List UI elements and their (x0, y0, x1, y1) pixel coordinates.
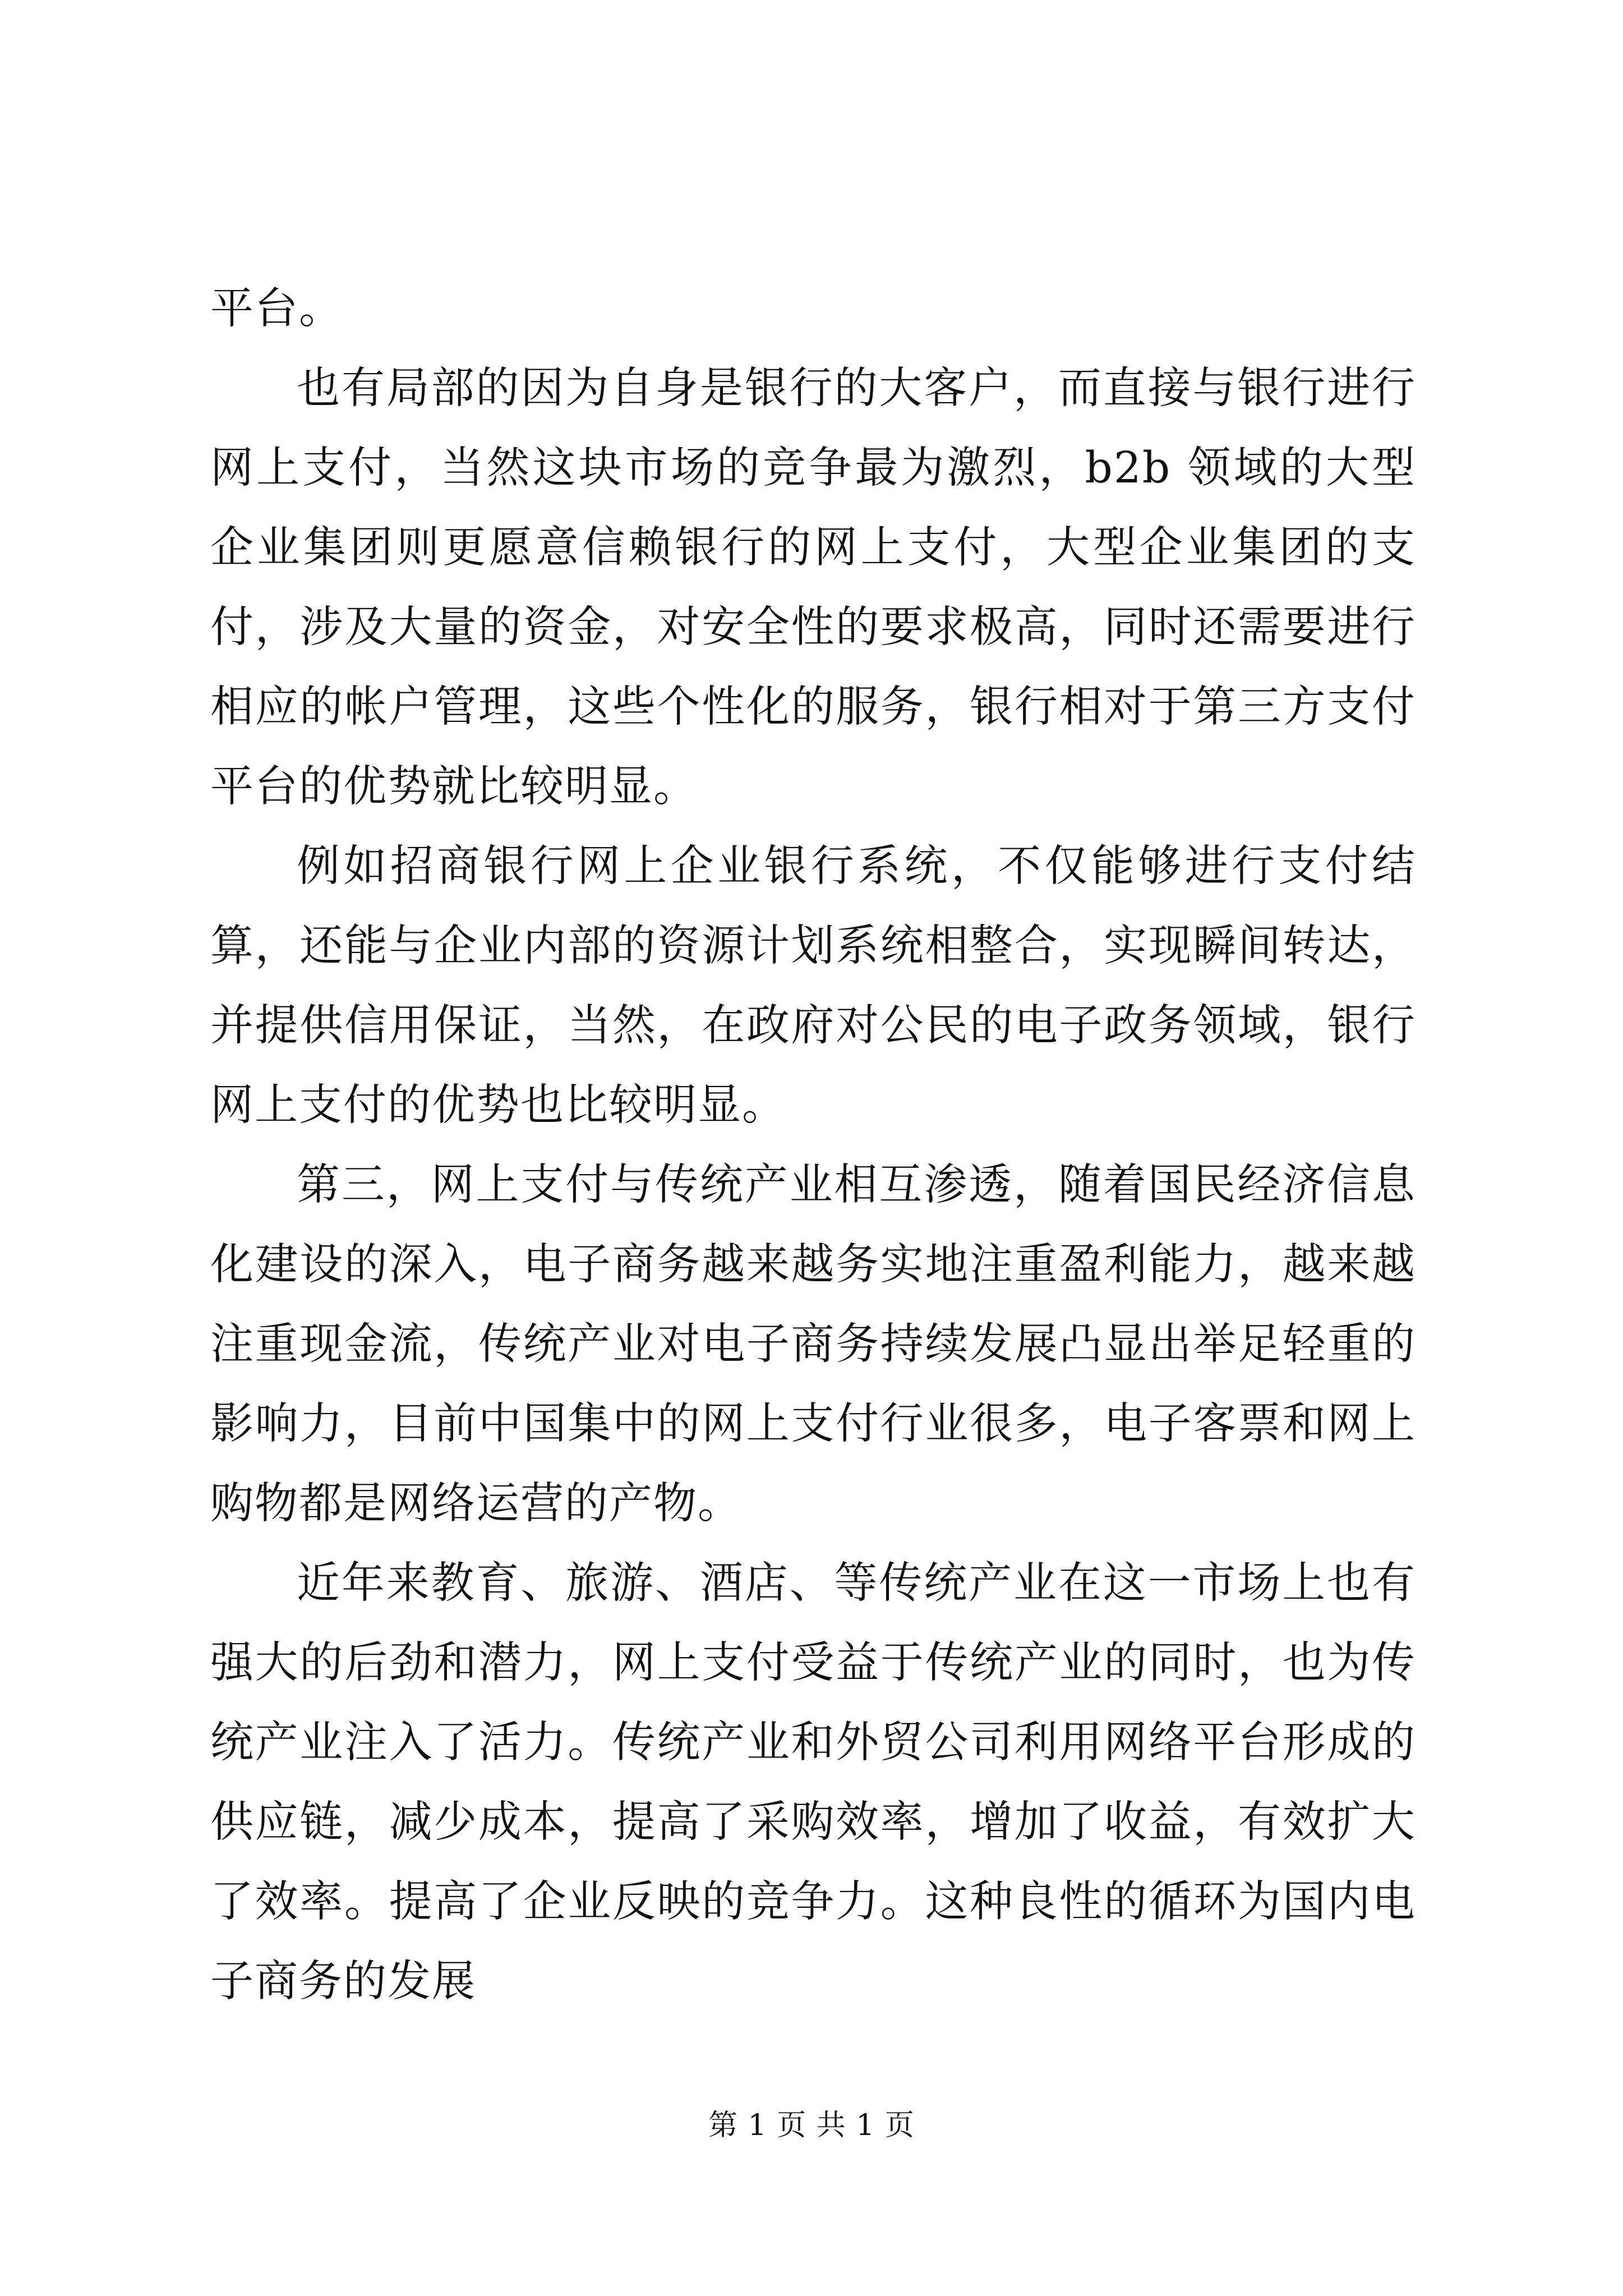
page-footer: 第 1 页 共 1 页 (708, 2109, 915, 2142)
paragraph-1: 平台。 (210, 284, 343, 334)
document-body (210, 269, 1416, 2022)
paragraph-5: 近年来教育、旅游、酒店、等传统产业在这一市场上也有强大的后劲和潜力，网上支付受益于传统产业的同时，也为传统产业注入了活力。传统产业和外贸公司利用网络平台形成的供应链，减少成本，提高了采购效率，增加了收益，有效扩大了效率。提高了企业反映的竞争力。这种良性的循环为国内电子商务的发展 (210, 1558, 1416, 2007)
paragraph-3: 例如招商银行网上企业银行系统，不仅能够进行支付结算，还能与企业内部的资源计划系统相整合，实现瞬间转达，并提供信用保证，当然，在政府对公民的电子政务领域，银行网上支付的优势也比较明显。 (210, 841, 1416, 1130)
paragraph-2: 也有局部的因为自身是银行的大客户，而直接与银行进行网上支付，当然这块市场的竞争最为激烈，b2b 领域的大型企业集团则更愿意信赖银行的网上支付，大型企业集团的支付，涉及大量的资金，对安全性的要求极高，同时还需要进行相应的帐户管理，这些个性化的服务，银行相对于第三方支付平台的优势就比较明显。 (210, 364, 1416, 812)
paragraph-4: 第三，网上支付与传统产业相互渗透，随着国民经济信息化建设的深入，电子商务越来越务实地注重盈利能力，越来越注重现金流，传统产业对电子商务持续发展凸显出举足轻重的影响力，目前中国集中的网上支付行业很多，电子客票和网上购物都是网络运营的产物。 (210, 1160, 1416, 1529)
